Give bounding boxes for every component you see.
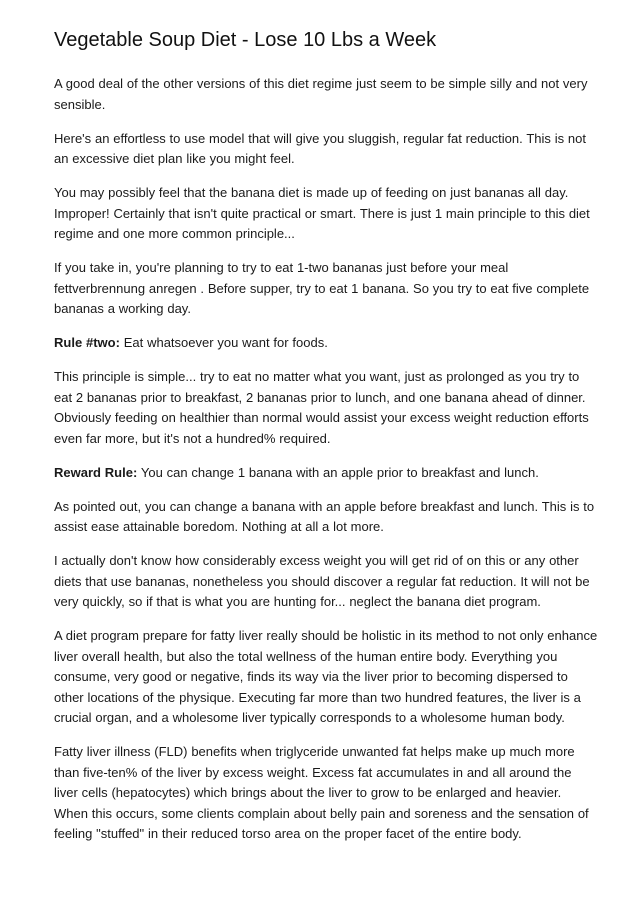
paragraph-text: A diet program prepare for fatty liver really should be holistic in its method to not only enhance liver overall health, but also the total wellness of the human entire body. Everything you consume, very good or negative, finds its way via the liver prior to becoming dispersed to other locations of the physique. Executing far more than two hundred features, the liver is a crucial organ, and a wholesome liver typically corresponds to a wholesome human body. (54, 628, 598, 725)
paragraph-text: If you take in, you're planning to try to eat 1-two bananas just before your meal fettverbrennung anregen . Before supper, try to eat 1 banana. So you try to eat five complete bananas a working day. (54, 260, 590, 316)
paragraph-text: Fatty liver illness (FLD) benefits when triglyceride unwanted fat helps make up much more than five-ten% of the liver by excess weight. Excess fat accumulates in and all around the liver cells (hepatocytes) which brings about the liver to grow to be enlarged and heavier. When this occurs, some clients complain about belly pain and soreness and the sensation of feeling "stuffed" in their reduced torso area on the proper facet of the entire body. (54, 744, 589, 841)
rule-label: Rule #two: (54, 335, 120, 350)
document-title: Vegetable Soup Diet - Lose 10 Lbs a Week (54, 29, 437, 51)
paragraph-text: You can change 1 banana with an apple prior to breakfast and lunch. (137, 464, 539, 480)
paragraph-text: You may possibly feel that the banana diet is made up of feeding on just bananas all day. Improper! Certainly that isn't quite practical or smart. There is just 1 main principle to this diet regime and one more common principle... (54, 185, 590, 241)
paragraph-reward-rule (54, 463, 598, 484)
paragraph-rule-two (54, 333, 598, 354)
paragraph-text: This principle is simple... try to eat no matter what you want, just as prolonged as you try to eat 2 bananas prior to breakfast, 2 bananas prior to lunch, and one banana ahead of dinner. Obviously feeding on healthier than normal would assist your excess weight reduction efforts even far more, but it's not a hundred% required. (54, 369, 589, 446)
paragraph-text: Eat whatsoever you want for foods. (119, 335, 328, 350)
paragraph-apple (54, 497, 598, 538)
rule-label: Reward Rule: (54, 464, 138, 480)
paragraph-principle (54, 367, 598, 449)
paragraph-weight-loss (54, 551, 598, 613)
paragraph-model (54, 129, 598, 170)
paragraph-fatty-liver-diet (54, 626, 598, 729)
paragraph-text: A good deal of the other versions of this diet regime just seem to be simple silly and not very sensible. (54, 76, 588, 112)
paragraph-fld (54, 742, 598, 845)
paragraph-text: Here's an effortless to use model that will give you sluggish, regular fat reduction. This is not an excessive diet plan like you might feel. (54, 130, 586, 166)
paragraph-intro (54, 74, 598, 115)
paragraph-text: I actually don't know how considerably excess weight you will get rid of on this or any other diets that use bananas, nonetheless you should discover a regular fat reduction. It will not be very quickly, so if that is what you are hunting for... neglect the banana diet program. (54, 553, 590, 609)
paragraph-eat-bananas (54, 258, 598, 320)
paragraph-text: As pointed out, you can change a banana with an apple before breakfast and lunch. This is to assist ease attainable boredom. Nothing at all a lot more. (54, 498, 595, 534)
paragraph-banana-diet (54, 183, 598, 245)
